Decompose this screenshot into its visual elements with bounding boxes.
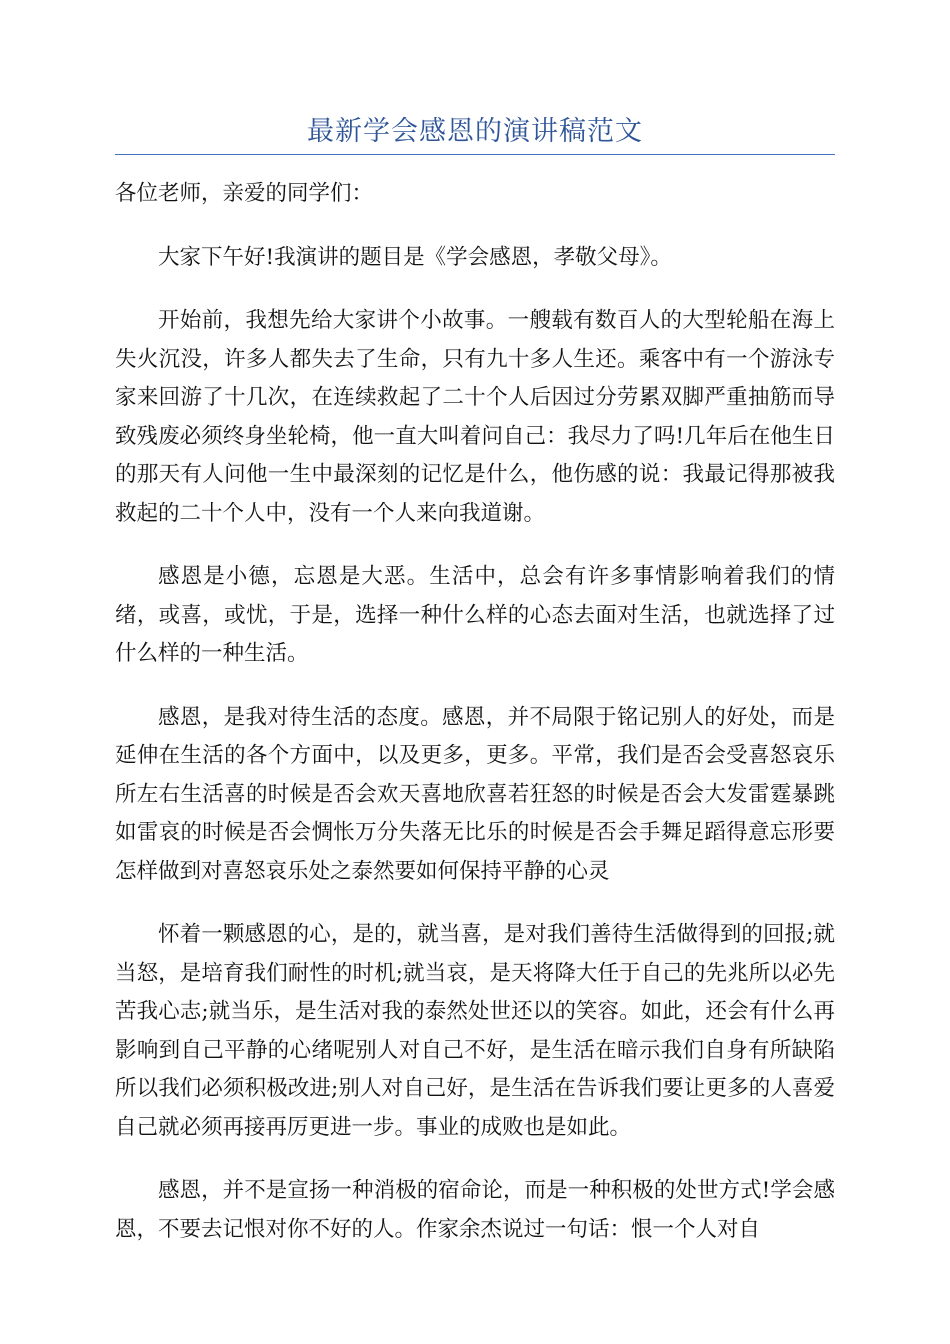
title-underline — [115, 154, 835, 155]
paragraph: 感恩是小德，忘恩是大恶。生活中，总会有许多事情影响着我们的情绪，或喜，或忧，于是，选择一种什么样的心态去面对生活，也就选择了过什么样的一种生活。 — [115, 564, 835, 666]
document-body — [115, 175, 835, 1274]
salutation: 各位老师，亲爱的同学们： — [115, 181, 374, 206]
paragraph: 怀着一颗感恩的心，是的，就当喜，是对我们善待生活做得到的回报;就当怒，是培育我们耐性的时机;就当哀，是天将降大任于自己的先兆所以必先苦我心志;就当乐，是生活对我的泰然处世还以的笑容。如此，还会有什么再影响到自己平静的心绪呢别人对自己不好，是生活在暗示我们自身有所缺陷所以我们必须积极改进;别人对自己好，是生活在告诉我们要让更多的人喜爱自己就必须再接再厉更进一步。事业的成败也是如此。 — [115, 922, 835, 1140]
paragraph: 大家下午好!我演讲的题目是《学会感恩，孝敬父母》。 — [158, 244, 672, 270]
document-title: 最新学会感恩的演讲稿范文 — [307, 116, 643, 147]
paragraph: 感恩，是我对待生活的态度。感恩，并不局限于铭记别人的好处，而是延伸在生活的各个方面中，以及更多，更多。平常，我们是否会受喜怒哀乐所左右生活喜的时候是否会欢天喜地欣喜若狂怒的时候是否会大发雷霆暴跳如雷哀的时候是否会惆怅万分失落无比乐的时候是否会手舞足蹈得意忘形要怎样做到对喜怒哀乐处之泰然要如何保持平静的心灵 — [115, 704, 835, 884]
paragraph: 感恩，并不是宣扬一种消极的宿命论，而是一种积极的处世方式!学会感恩，不要去记恨对你不好的人。作家余杰说过一句话：恨一个人对自 — [115, 1178, 835, 1242]
paragraph: 开始前，我想先给大家讲个小故事。一艘载有数百人的大型轮船在海上失火沉没，许多人都失去了生命，只有九十多人生还。乘客中有一个游泳专家来回游了十几次，在连续救起了二十个人后因过分劳累双脚严重抽筋而导致残废必须终身坐轮椅，他一直大叫着问自己：我尽力了吗!几年后在他生日的那天有人问他一生中最深刻的记忆是什么，他伤感的说：我最记得那被我救起的二十个人中，没有一个人来向我道谢。 — [115, 308, 835, 526]
